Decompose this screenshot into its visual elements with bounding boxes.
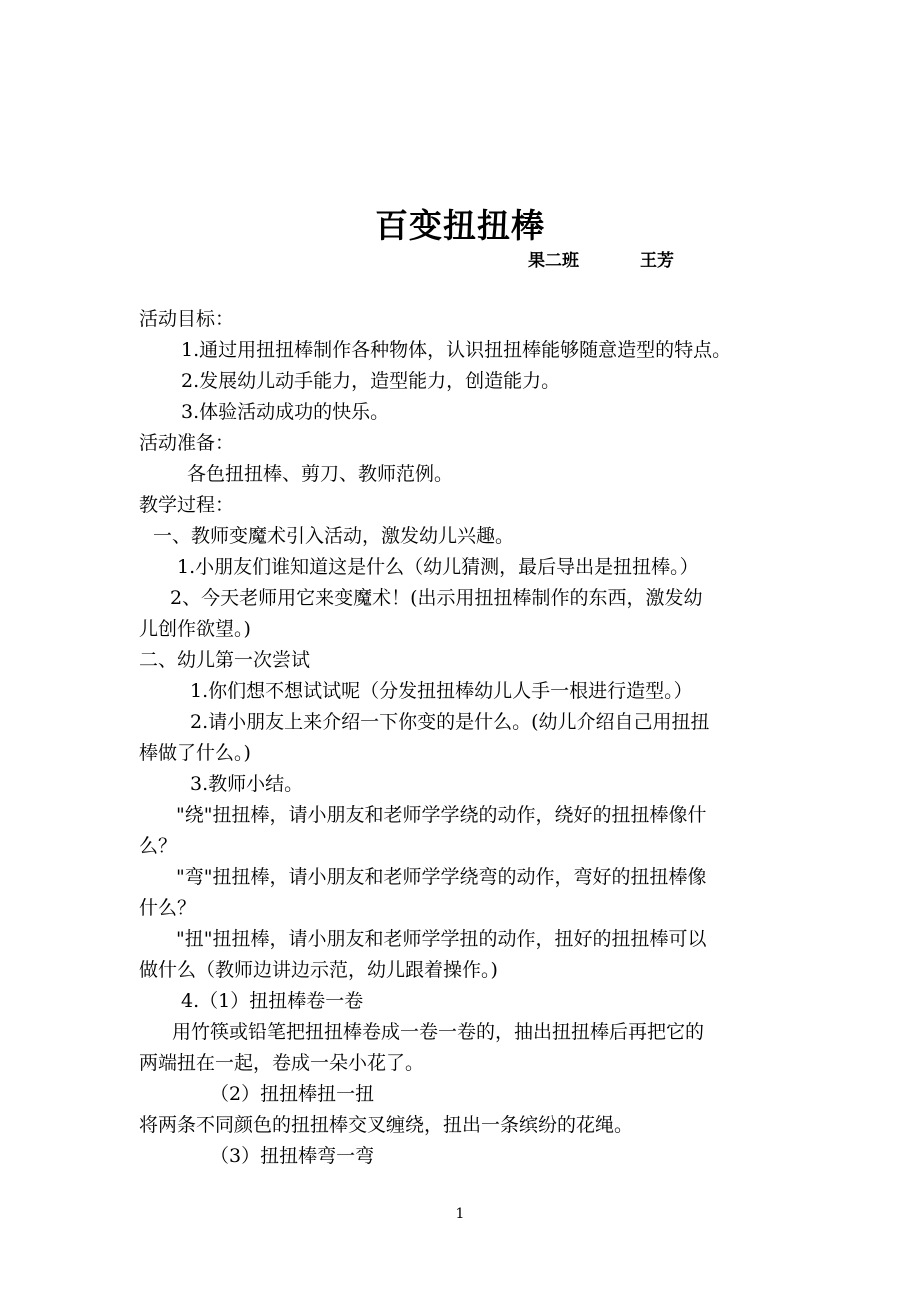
text-line: 二、幼儿第一次尝试 (139, 649, 311, 671)
text-line: "弯"扭扭棒，请小朋友和老师学学绕弯的动作，弯好的扭扭棒像 (176, 866, 707, 888)
text-line: 1.小朋友们谁知道这是什么（幼儿猜测，最后导出是扭扭棒。） (177, 556, 699, 578)
text-line: 什么？ (139, 897, 197, 919)
text-line: 2、今天老师用它来变魔术！(出示用扭扭棒制作的东西，激发幼 (170, 587, 703, 609)
text-line: 棒做了什么。) (139, 742, 251, 764)
text-line: 2.请小朋友上来介绍一下你变的是什么。(幼儿介绍自己用扭扭 (190, 711, 710, 733)
text-line: 将两条不同颜色的扭扭棒交叉缠绕，扭出一条缤纷的花绳。 (139, 1114, 634, 1136)
text-line: "扭"扭扭棒，请小朋友和老师学学扭的动作，扭好的扭扭棒可以 (176, 928, 707, 950)
author-teacher: 王芳 (640, 251, 674, 271)
text-line: "绕"扭扭棒，请小朋友和老师学学绕的动作，绕好的扭扭棒像什 (176, 804, 707, 826)
text-line: 用竹筷或铅笔把扭扭棒卷成一卷一卷的，抽出扭扭棒后再把它的 (172, 1021, 705, 1043)
text-line: 一、教师变魔术引入活动，激发幼儿兴趣。 (153, 525, 515, 547)
text-line: 做什么（教师边讲边示范，幼儿跟着操作。) (139, 959, 498, 981)
text-line: 1.通过用扭扭棒制作各种物体，认识扭扭棒能够随意造型的特点。 (181, 339, 732, 361)
text-line: 1.你们想不想试试呢（分发扭扭棒幼儿人手一根进行造型。） (190, 680, 693, 702)
text-line: 么？ (139, 835, 178, 857)
text-line: 两端扭在一起，卷成一朵小花了。 (139, 1052, 425, 1074)
section-heading-preparation: 活动准备： (139, 432, 235, 454)
text-line: 儿创作欲望。) (139, 618, 251, 640)
text-line: （3）扭扭棒弯一弯 (210, 1145, 375, 1167)
text-line: （2）扭扭棒扭一扭 (210, 1083, 375, 1105)
text-line: 各色扭扭棒、剪刀、教师范例。 (187, 463, 454, 485)
text-line: 3.体验活动成功的快乐。 (181, 401, 390, 423)
document-title: 百变扭扭棒 (375, 206, 545, 245)
text-line: 3.教师小结。 (190, 773, 304, 795)
page-number: 1 (455, 1206, 465, 1222)
section-heading-goals: 活动目标： (139, 308, 235, 330)
section-heading-process: 教学过程： (139, 494, 235, 516)
author-class: 果二班 (528, 251, 579, 271)
text-line: 2.发展幼儿动手能力，造型能力，创造能力。 (181, 370, 561, 392)
text-line: 4.（1）扭扭棒卷一卷 (181, 990, 364, 1012)
